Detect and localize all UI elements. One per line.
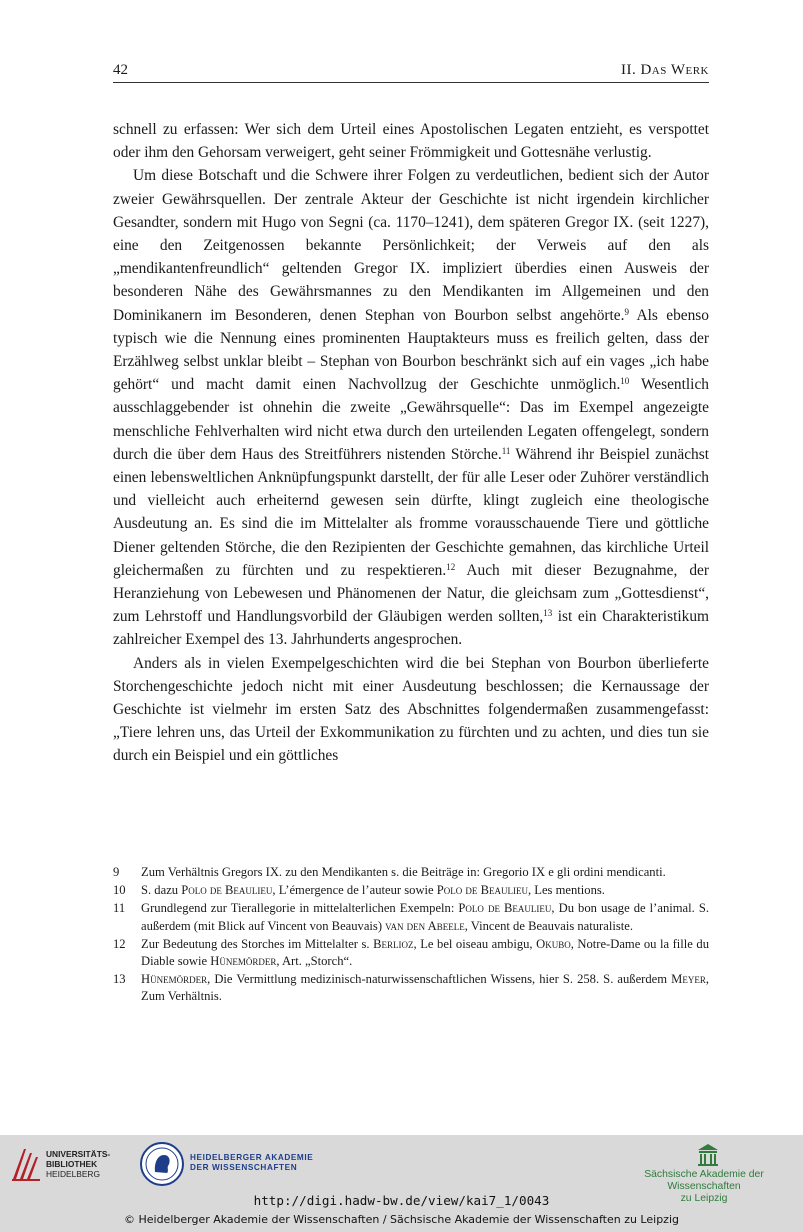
footnotes bbox=[113, 864, 709, 1007]
ub-heidelberg-label[interactable] bbox=[46, 1149, 110, 1179]
footnote-13 bbox=[113, 971, 709, 1005]
running-header bbox=[113, 60, 709, 83]
text-span: , Vincent de Beauvais naturaliste. bbox=[464, 918, 633, 933]
hd-line-2: DER WISSENSCHAFTEN bbox=[190, 1163, 298, 1172]
author-name: Hünemörder bbox=[141, 972, 208, 987]
sa-line-2: zu Leipzig bbox=[680, 1193, 728, 1204]
ub-line-1: UNIVERSITÄTS- bbox=[46, 1149, 111, 1159]
hd-line-1: HEIDELBERGER AKADEMIE bbox=[190, 1153, 314, 1162]
footnote-ref-11[interactable]: 11 bbox=[501, 445, 511, 456]
text-span: , L’émergence de l’auteur sowie bbox=[272, 883, 437, 898]
text-span: , Die Vermittlung medizinisch-naturwissenschaftlichen Wissens, hier S. 258. S. außerdem bbox=[207, 972, 672, 987]
text-span: , Notre-Dame ou la fille du Diable sowie bbox=[141, 936, 709, 969]
text-span: , Zum Verhältnis. bbox=[141, 972, 709, 1004]
footnote-10 bbox=[113, 882, 709, 899]
text-span: Um diese Botschaft und die Schwere ihrer Folgen zu verdeutlichen, bedient sich der Autor zweier Gewährsquellen. Der zentrale Akteur der Geschichte ist nicht irgendein kirchlicher Gesandter, sondern mit Hugo von Segni (ca. 1170–1241), dem späteren Gregor IX. (seit 1227), eine den Zeitgenossen bekannte Persönlichkeit; der Verweis auf den als „mendikantenfreundlich“ geltenden Gregor IX. impliziert überdies einen Ausweis der besonderen Nähe des Gewährsmannes zu den Mendikanten im Allgemeinen und den Dominikanern im Besonderen, denen Stephan von Bourbon selbst angehörte. bbox=[113, 167, 709, 324]
footnote-text bbox=[141, 900, 709, 934]
text-span: , Les mentions. bbox=[527, 883, 605, 898]
body-text bbox=[113, 118, 709, 768]
text-span: Während ihr Beispiel zunächst einen lebensweltlichen Anknüpfungspunkt darstellt, der für alle Leser oder Zuhörer verständlich und vielleicht auch erheiternd gewesen sein dürfte, klingt zugleich eine theologische Ausdeutung an. Es sind die im Mittelalter als fromme vorausschauende Tiere und göttliche Diener geltenden Störche, die den Rezipienten der Geschichte gemahnen, das kirchliche Urteil gleichermaßen zu fürchten und zu respektieren. bbox=[113, 445, 709, 579]
viewer-footer bbox=[0, 1135, 803, 1232]
author-name: Polo de Beaulieu bbox=[458, 901, 552, 916]
footnote-9 bbox=[113, 864, 709, 881]
footnote-text: Zum Verhältnis Gregors IX. zu den Mendikanten s. die Beiträge in: Gregorio IX e gli ordini mendicanti. bbox=[141, 865, 666, 879]
footnote-12 bbox=[113, 936, 709, 970]
text-span: , Art. „Storch“. bbox=[276, 954, 353, 969]
author-name: Polo de Beaulieu bbox=[436, 883, 528, 898]
footnote-ref-13[interactable]: 13 bbox=[543, 608, 553, 619]
footnote-number: 9 bbox=[113, 865, 120, 879]
hd-academy-label[interactable] bbox=[190, 1153, 313, 1173]
footnote-text bbox=[141, 971, 709, 1005]
text-span: ist ein Charakteristikum zahlreicher Exempel des 13. Jahrhunderts angesprochen. bbox=[113, 608, 709, 649]
text-span: Wesentlich ausschlaggebender ist ohnehin die zweite „Gewährsquelle“: Das im Exempel angezeigte menschliche Fehlverhalten wird nicht etwa durch den urteilenden Legaten offengelegt, sondern durch die über dem Haus des Streitführers nistenden Störche. bbox=[113, 376, 709, 463]
saxon-academy-building-icon[interactable] bbox=[697, 1143, 719, 1167]
author-name: van den Abeele bbox=[385, 918, 465, 933]
text-span: , Le bel oiseau ambigu, bbox=[413, 936, 537, 951]
paragraph-2 bbox=[113, 164, 709, 651]
author-name: Meyer bbox=[671, 972, 706, 987]
paragraph-1: schnell zu erfassen: Wer sich dem Urteil eines Apostolischen Legaten entzieht, es verspottet oder ihm den Gehorsam verweigert, geht seiner Frömmigkeit und Gottesnähe verlustig. bbox=[113, 121, 709, 162]
footnote-text bbox=[141, 936, 709, 970]
footnote-number: 11 bbox=[113, 901, 126, 916]
page-number: 42 bbox=[113, 62, 128, 78]
sa-line-1: Sächsische Akademie der Wissenschaften bbox=[644, 1169, 764, 1192]
footnote-text bbox=[141, 882, 709, 899]
author-name: Polo de Beaulieu bbox=[181, 883, 273, 898]
academy-seal-icon[interactable] bbox=[140, 1142, 184, 1186]
ub-heidelberg-logo-icon[interactable] bbox=[10, 1143, 44, 1183]
footnote-11 bbox=[113, 900, 709, 934]
ub-line-2: BIBLIOTHEK bbox=[46, 1159, 98, 1169]
text-span: Grundlegend zur Tierallegorie in mittelalterlichen Exempeln: bbox=[141, 901, 459, 916]
author-name: Okubo bbox=[536, 936, 571, 951]
text-span: Zur Bedeutung des Storches im Mittelalter s. bbox=[141, 936, 374, 951]
text-span: Auch mit dieser Bezugnahme, der Heranziehung von Lebewesen und Phänomenen der Natur, die gleichsam zum „Gottesdienst“, zum Lehrstoff und Handlungsvorbild der Gläubigen werden sollten, bbox=[113, 561, 709, 626]
permalink-url[interactable]: http://digi.hadw-bw.de/view/kai7_1/0043 bbox=[253, 1193, 550, 1208]
text-span: , Du bon usage de l’animal. S. außerdem (mit Blick auf Vincent von Beauvais) bbox=[141, 901, 709, 933]
ub-line-3: HEIDELBERG bbox=[46, 1169, 100, 1179]
paragraph-3: Anders als in vielen Exempelgeschichten wird die bei Stephan von Bourbon überlieferte Storchengeschichte jedoch nicht mit einer Ausdeutung beschlossen; die Kernaussage der Geschichte ist vielmehr im ersten Satz des Abschnittes folgendermaßen zusammengefasst: „Tiere lehren uns, das Urteil der Exkommunikation zu fürchten und zu achten, und dies tun sie durch ein Beispiel und ein göttliches bbox=[113, 654, 709, 765]
chapter-title: II. Das Werk bbox=[620, 62, 709, 78]
footnote-number: 12 bbox=[113, 936, 126, 951]
footnote-ref-9[interactable]: 9 bbox=[624, 306, 629, 317]
copyright-notice: © Heidelberger Akademie der Wissenschaften / Sächsische Akademie der Wissenschaften zu Leipzig bbox=[123, 1213, 679, 1226]
text-span: S. dazu bbox=[141, 883, 182, 898]
footnote-ref-10[interactable]: 10 bbox=[620, 376, 630, 387]
footnote-number: 10 bbox=[113, 883, 126, 898]
author-name: Hünemörder bbox=[210, 954, 277, 969]
author-name: Berlioz bbox=[373, 936, 414, 951]
footnote-ref-12[interactable]: 12 bbox=[446, 561, 456, 572]
text-span: Als ebenso typisch wie die Nennung eines prominenten Hauptakteurs muss es freilich gelten, dass der Erzählweg selbst unklar bleibt – Stephan von Bourbon beschränkt sich auf ein vages „ich habe gehört“ und macht damit einen Nachvollzug der Geschichte unmöglich. bbox=[113, 306, 709, 394]
footnote-number: 13 bbox=[113, 972, 126, 987]
